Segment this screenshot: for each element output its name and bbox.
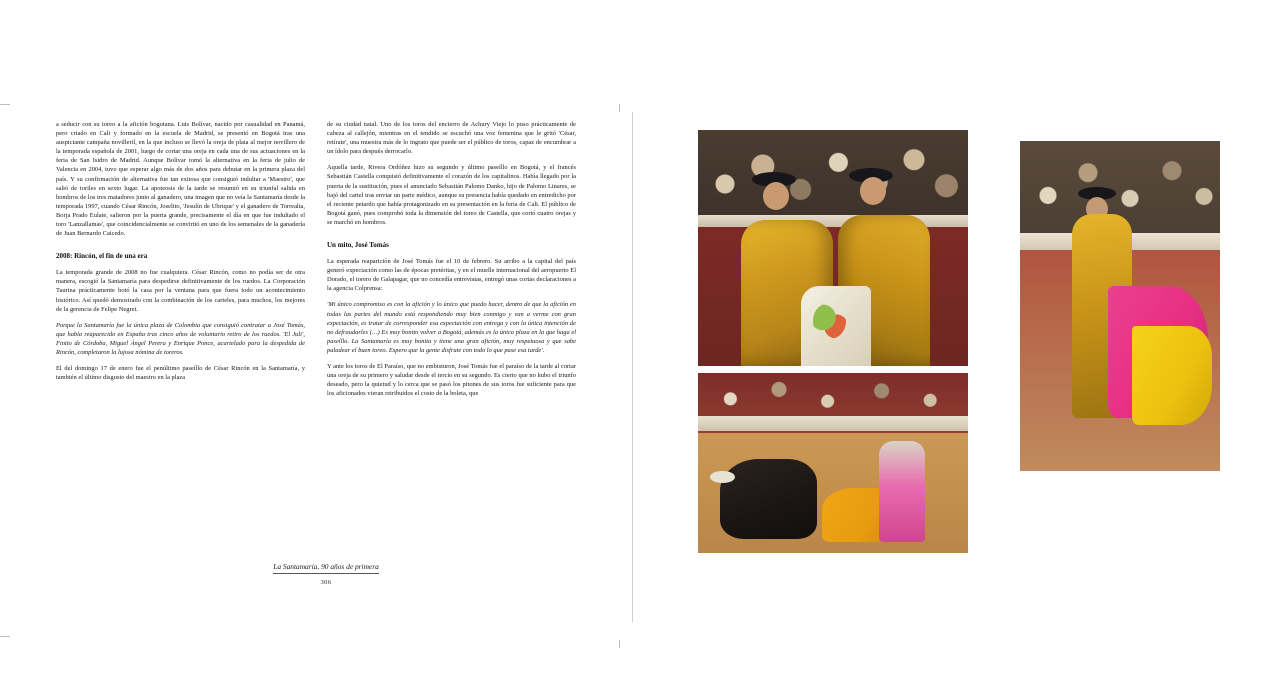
page-gutter: [632, 112, 633, 622]
photo-matador-pink-capote-image: [1020, 141, 1220, 471]
capote-de-paseo: [801, 286, 871, 366]
paragraph: de su ciudad natal. Uno de los toros del encierro de Achury Viejo lo puso prácticamente de cabeza al callejón, mientras en el tendido se escuchó una voz femenina que le gritó 'César, retírate', una muestra más de lo ingrato que puede ser el público de toros, capaz de encumbrar a un ídolo para después derrocarlo.: [327, 121, 576, 156]
barrier-rail: [698, 215, 968, 227]
crop-mark-left-top: [0, 104, 10, 105]
photo-two-matadors-embrace-image: [698, 130, 968, 366]
crowd-backdrop: [698, 373, 968, 420]
left-column-two: [327, 120, 576, 405]
paragraph: El del domingo 17 de enero fue el penúltimo paseíllo de César Rincón en la Santamaría, y también el último disgusto del maestro en la plaza: [56, 365, 305, 382]
barrier-rail: [698, 416, 968, 432]
paragraph: La temporada grande de 2008 no fue cualquiera. César Rincón, como no podía ser de otra manera, escogió la Santamaría para despedirse definitivamente de los ruedos. La Corporación Taurina prácticamente botó la casa por la ventana para que fuera todo un acontecimiento histórico. Así quedó demostrado con la combinación de los carteles, para muchos, los mejores de la gerencia de Felipe Negret.: [56, 269, 305, 313]
photo-two-matadors-embrace: [698, 130, 968, 366]
pull-quote: 'Mi único compromiso es con la afición y lo único que puedo hacer, dentro de que la afición en todas las partes del mundo está respondiendo muy bien conmigo y van a verme con gran expectación, es tratar de corresponder esa expectación con entrega y con la única intención de no defraudarles (…) Es muy bonito volver a Bogotá, además es la única plaza en la que haga el paseíllo. La Santamaría es muy bonita y tiene una gran afición, muy respetuosa y que sabe paladear el buen toreo. Espero que la gente disfrute con todo lo que pase esa tarde'.: [327, 301, 576, 354]
paragraph: Y ante los toros de El Paraíso, que no embisturon, José Tomás fue el paraíso de la tarde al cortar una oreja de su primero y saludar desde el tercio en su segundo. Es cierto que no hubo el triunfo deseado, pero la quietud y lo cerca que se pasó los pitones de sus toros fue suficiente para que los aficionados vieran retribuidos el costo de la boleta, que: [327, 362, 576, 398]
left-column-one: [56, 120, 305, 405]
matador-head: [763, 182, 789, 210]
crop-mark-left-bottom: [0, 636, 10, 637]
section-heading-jose-tomas: Un mito, José Tomás: [327, 241, 389, 250]
photo-bull-and-matador-image: [698, 373, 968, 553]
section-heading-2008-rincon: 2008: Rincón, el fin de una era: [56, 252, 148, 261]
running-book-title: La Santamaría, 90 años de primera: [273, 562, 379, 574]
photo-matador-pink-capote: [1020, 141, 1220, 471]
paragraph-italic: Porque la Santamaría fue la única plaza de Colombia que consiguió contratar a José Tomás, que había reaparecido en España tras cinco años de voluntario retiro de los ruedos. 'El Juli', Finito de Córdoba, Miguel Ángel Perera y Enrique Ponce, acartelado para la despedida de Rincón, completaron la lujosa nómina de toreros.: [56, 321, 305, 356]
left-page-columns: [56, 120, 596, 405]
page-number: 306: [320, 579, 332, 586]
left-page: [56, 120, 596, 620]
crop-mark-bottom-center: [619, 640, 620, 648]
paragraph: La esperada reaparición de José Tomás fue el 10 de febrero. Su arribo a la capital del país generó expectación como las de épocas pretéritas, y en el muelle internacional del aeropuerto El Dorado, el torero de Galapagar, que no concedía entrevistas, entregó unas cortas declaraciones a la agencia Colprensa:: [327, 258, 576, 293]
right-page: [660, 120, 1220, 620]
bull-figure: [720, 459, 817, 538]
capote-yellow: [1132, 326, 1212, 425]
matador-head: [860, 177, 886, 205]
crowd-backdrop: [698, 130, 968, 220]
photo-bull-and-matador: [698, 373, 968, 553]
page-footer: [56, 556, 596, 586]
matador-figure: [879, 441, 925, 542]
paragraph: Aquella tarde, Rivera Ordóñez hizo su segundo y último paseíllo en Bogotá, y el francés Sebastián Castella conquistó definitivamente el corazón de los capitalinos. Había llegado por la puerta de la sustitución, pues el anunciado Sebastián Palomo Danko, hijo de Palomo Linares, se bajó del cartel tras enviar un parte médico, aunque su presencia había quedado en entredicho por el reciente petardo que había protagonizado en su presentación en la feria de Cali. El público de Bogotá ganó, pues comprobó toda la dimensión del toreo de Castella, que cortó cuatro orejas y se marchó en hombros.: [327, 164, 576, 226]
paragraph: a seducir con su toreo a la afición bogotana. Luis Bolívar, nacido por casualidad en Panamá, pero criado en Cali y formado en la escuela de Madrid, se presentó en Bogotá tras una auspiciante campaña novilleril, en la que incluso se llevó la oreja de plata al mejor novillero de la temporada española de 2001, luego de cortar una oreja en cada una de sus actuaciones en la feria de San Isidro de Madrid. Aunque Bolívar tomó la alternativa en la feria de julio de Valencia en 2004, tuvo que esperar algo más de dos años para debutar en la primera plaza del país. Y su confirmación de alternativa fue tan exitosa que consiguió indultar a 'Maestro', que salió de toriles en sexto lugar. La apoteosis de la tarde se resumió en su triunfal salida en hombros de los tres matadores junto al ganadero, una imagen que no veía la Santamaría desde la temporada 1997, cuando César Rincón, Joselito, 'Jesulín de Ubrique' y el ganadero de Torrealta, Borja Prado Eulate, salieron por la puerta grande, precisamente el día en que fue indultado el toro 'Lanzallamas', que coincidencialmente se convirtió en uno de los semenales de la ganadería de Juan Bernardo Caicedo.: [56, 121, 305, 238]
crop-mark-top-center: [619, 104, 620, 112]
